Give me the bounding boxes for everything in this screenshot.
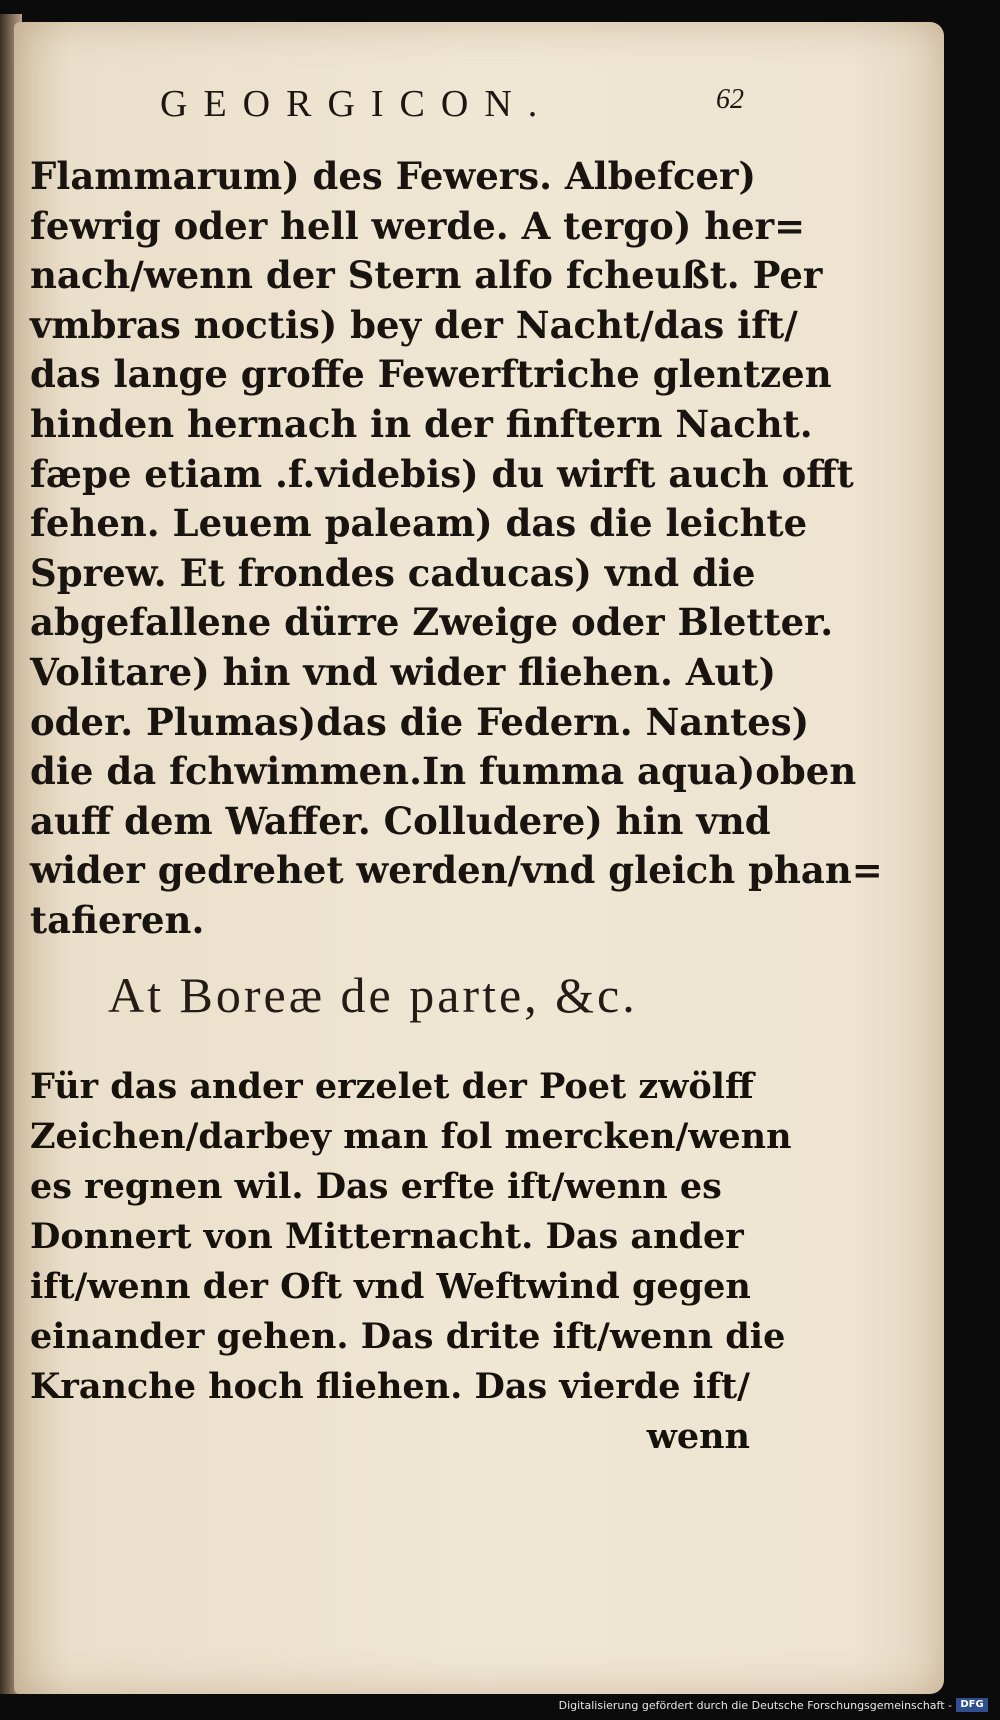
text-line: Donnert von Mitternacht. Das ander bbox=[30, 1216, 744, 1257]
text-line: Für das ander erzelet der Poet zwölff bbox=[30, 1066, 754, 1107]
paragraph-text bbox=[30, 1062, 792, 1462]
text-line: oder. Plumas)das die Federn. Nantes) bbox=[30, 699, 810, 744]
text-line: auff dem Waffer. Colludere) hin vnd bbox=[30, 798, 771, 843]
text-line: Zeichen/darbey man fol mercken/wenn bbox=[30, 1116, 792, 1157]
text-line: wider gedrehet werden/vnd gleich phan= bbox=[30, 848, 883, 893]
text-line: Flammarum) des Fewers. Albefcer) bbox=[30, 154, 757, 198]
running-title: GEORGICON. bbox=[160, 83, 554, 125]
text-line: vmbras noctis) bey der Nacht/das ift/ bbox=[30, 302, 798, 347]
catchword: wenn bbox=[646, 1416, 750, 1457]
text-line: hinden hernach in der finftern Nacht. bbox=[30, 401, 813, 446]
page-number: 62 bbox=[716, 84, 744, 115]
text-line: es regnen wil. Das erfte ift/wenn es bbox=[30, 1166, 722, 1207]
digitization-credit: Digitalisierung gefördert durch die Deutsche Forschungsgemeinschaft - bbox=[558, 1699, 952, 1712]
text-line: Kranche hoch fliehen. Das vierde ift/ bbox=[30, 1366, 750, 1407]
dfg-logo: DFG bbox=[956, 1698, 988, 1712]
text-line: fehen. Leuem paleam) das die leichte bbox=[30, 501, 808, 546]
text-line: abgefallene dürre Zweige oder Bletter. bbox=[30, 600, 834, 645]
section-heading: At Boreæ de parte, &c. bbox=[108, 967, 638, 1023]
commentary-text bbox=[30, 152, 883, 946]
text-line: Sprew. Et frondes caducas) vnd die bbox=[30, 550, 756, 595]
text-line: fæpe etiam .f.videbis) du wirft auch offt bbox=[30, 451, 854, 496]
text-line: fewrig oder hell werde. A tergo) her= bbox=[30, 203, 806, 248]
text-line: das lange groffe Fewerftriche glentzen bbox=[30, 352, 832, 397]
text-line: Volitare) hin vnd wider fliehen. Aut) bbox=[30, 649, 776, 694]
text-line: einander gehen. Das drite ift/wenn die bbox=[30, 1316, 786, 1357]
text-line: tafieren. bbox=[30, 897, 205, 942]
text-line: ift/wenn der Oft vnd Weftwind gegen bbox=[30, 1266, 751, 1307]
text-line: die da fchwimmen.In fumma aqua)oben bbox=[30, 749, 857, 794]
text-line: nach/wenn der Stern alfo fcheußt. Per bbox=[30, 253, 823, 298]
